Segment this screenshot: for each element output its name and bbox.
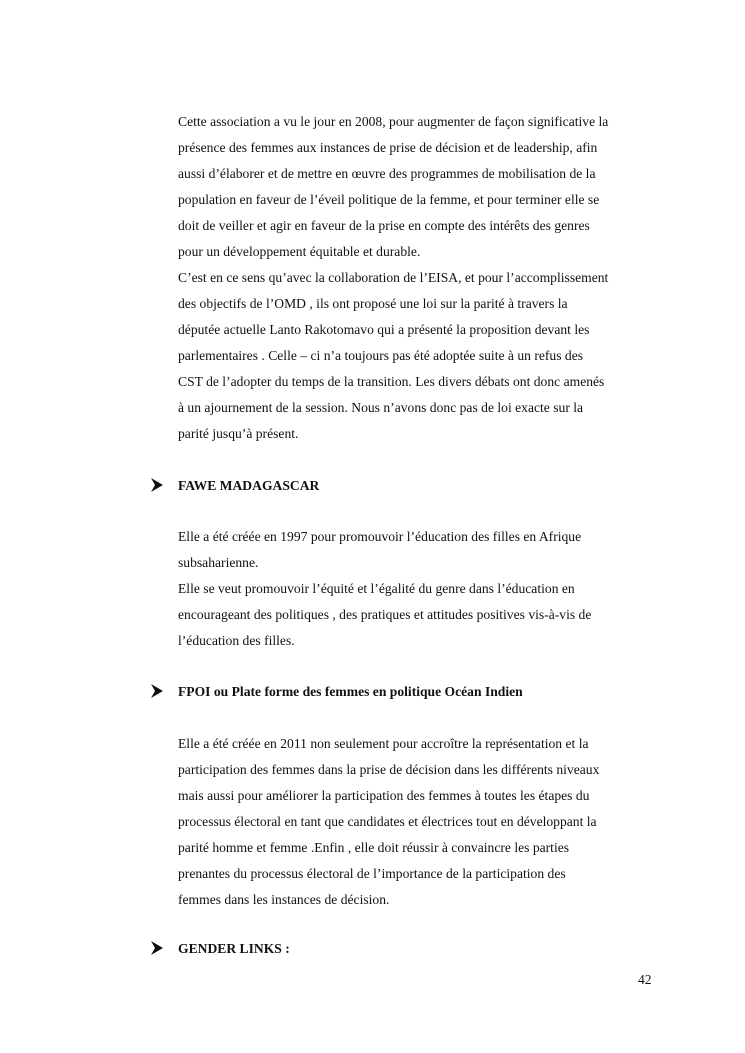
text-line: pour un développement équitable et durable. (178, 244, 421, 259)
text-line: population en faveur de l’éveil politique de la femme, et pour terminer elle se (178, 192, 600, 207)
heading-text: GENDER LINKS : (178, 941, 290, 956)
arrowhead-bullet-icon (150, 683, 164, 699)
text-line: doit de veiller et agir en faveur de la prise en compte des intérêts des genres (178, 218, 590, 233)
heading-text: FPOI ou Plate forme des femmes en politique Océan Indien (178, 684, 523, 699)
arrowhead-bullet-icon (150, 940, 164, 956)
text-line: Elle a été créée en 1997 pour promouvoir l’éducation des filles en Afrique (178, 529, 582, 544)
text-line: femmes dans les instances de décision. (178, 892, 390, 907)
text-line: prenantes du processus électoral de l’importance de la participation des (178, 866, 566, 881)
text-line: députée actuelle Lanto Rakotomavo qui a présenté la proposition devant les (178, 322, 590, 337)
text-line: Cette association a vu le jour en 2008, pour augmenter de façon significative la (178, 114, 609, 129)
text-line: encourageant des politiques , des pratiques et attitudes positives vis-à-vis de (178, 607, 592, 622)
page-number: 42 (638, 972, 652, 987)
text-line: à un ajournement de la session. Nous n’avons donc pas de loi exacte sur la (178, 400, 584, 415)
text-line: l’éducation des filles. (178, 633, 295, 648)
text-line: C’est en ce sens qu’avec la collaboration de l’EISA, et pour l’accomplissement (178, 270, 609, 285)
text-line: présence des femmes aux instances de prise de décision et de leadership, afin (178, 140, 598, 155)
text-line: Elle a été créée en 2011 non seulement pour accroître la représentation et la (178, 736, 589, 751)
text-line: mais aussi pour améliorer la participation des femmes à toutes les étapes du (178, 788, 590, 803)
text-line: parité homme et femme .Enfin , elle doit réussir à convaincre les parties (178, 840, 570, 855)
text-line: Elle se veut promouvoir l’équité et l’égalité du genre dans l’éducation en (178, 581, 575, 596)
text-line: parlementaires . Celle – ci n’a toujours pas été adoptée suite à un refus des (178, 348, 584, 363)
text-line: des objectifs de l’OMD , ils ont proposé une loi sur la parité à travers la (178, 296, 568, 311)
paragraph-fpoi (178, 731, 599, 913)
text-line: subsaharienne. (178, 555, 259, 570)
text-line: participation des femmes dans la prise de décision dans les différents niveaux (178, 762, 600, 777)
arrowhead-bullet-icon (150, 477, 164, 493)
text-line: CST de l’adopter du temps de la transition. Les divers débats ont donc amenés (178, 374, 605, 389)
heading-text: FAWE MADAGASCAR (178, 478, 320, 493)
text-line: processus électoral en tant que candidates et électrices tout en développant la (178, 814, 597, 829)
text-line: aussi d’élaborer et de mettre en œuvre des programmes de mobilisation de la (178, 166, 596, 181)
paragraph-fawe (178, 524, 591, 654)
text-line: parité jusqu’à présent. (178, 426, 299, 441)
paragraph-association (178, 109, 608, 447)
